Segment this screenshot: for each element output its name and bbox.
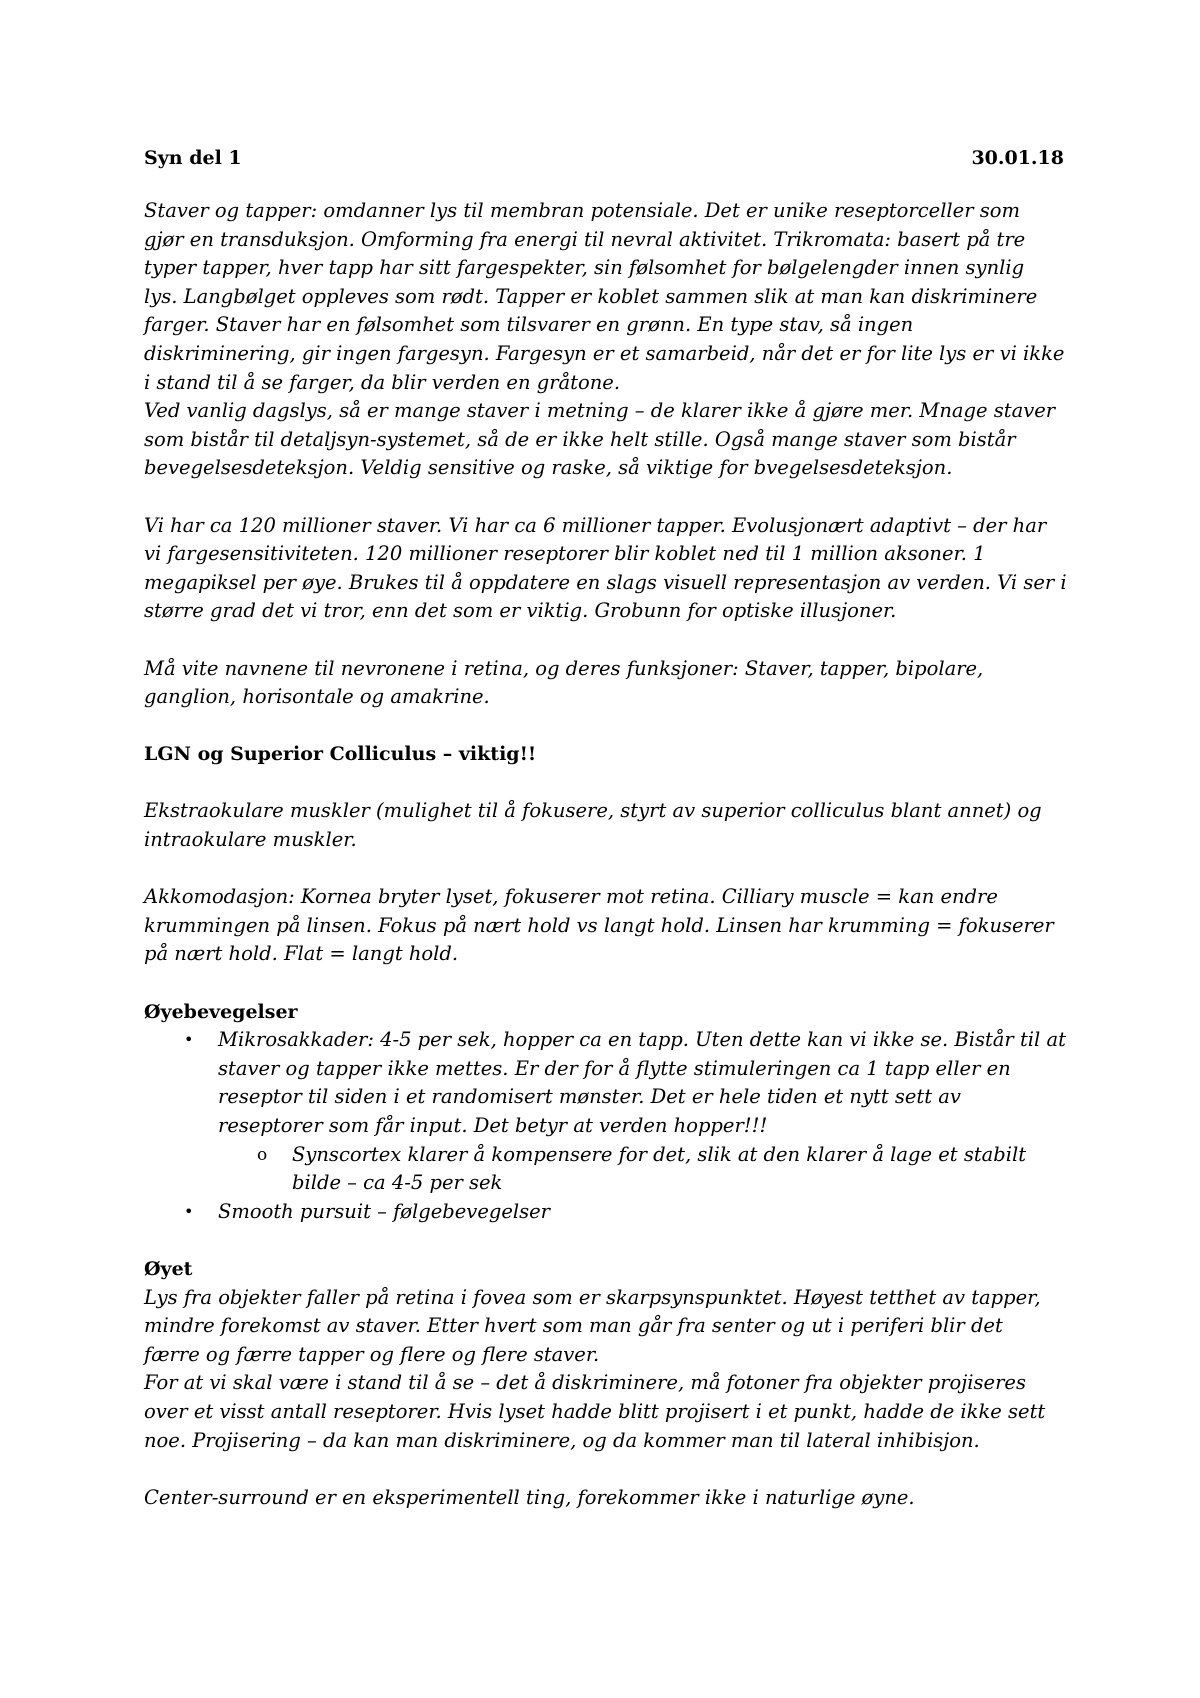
paragraph-accommodation <box>144 883 1064 969</box>
paragraph-gap <box>144 712 1064 741</box>
text-line: større grad det vi tror, enn det som er viktig. Grobunn for optiske illusjoner. <box>144 599 897 623</box>
paragraph-gap <box>144 1226 1064 1255</box>
text-line: staver og tapper ikke mettes. Er der for å flytte stimuleringen ca 1 tapp eller en <box>218 1056 1011 1080</box>
text-line: lys. Langbølget oppleves som rødt. Tapper er koblet sammen slik at man kan diskriminere <box>144 284 1038 308</box>
text-line: Center-surround er en eksperimentell ting, forekommer ikke i naturlige øyne. <box>144 1485 915 1509</box>
document-page <box>144 143 1067 1512</box>
text-line: på nært hold. Flat = langt hold. <box>144 942 459 966</box>
sub-bullet-marker: o <box>257 1144 268 1165</box>
text-line: i stand til å se farger, da blir verden en gråtone. <box>144 370 621 394</box>
text-line: bilde – ca 4-5 per sek <box>292 1171 503 1195</box>
text-line: Ekstraokulare muskler (mulighet til å fokusere, styrt av superior colliculus blant annet) og <box>144 799 1042 823</box>
text-line: Lys fra objekter faller på retina i fovea som er skarpsynspunktet. Høyest tetthet av tapper, <box>144 1285 1041 1309</box>
text-line: Vi har ca 120 millioner staver. Vi har ca 6 millioner tapper. Evolusjonært adaptivt – der har <box>144 513 1047 537</box>
paragraph-retina-neurons <box>144 655 1064 712</box>
text-line: intraokulare muskler. <box>144 828 357 852</box>
text-line: som bistår til detaljsyn-systemet, så de er ikke helt stille. Også mange staver som bistår <box>144 427 1016 451</box>
text-line: reseptor til siden i et randomisert mønster. Det er hele tiden et nytt sett av <box>218 1085 961 1109</box>
title-row <box>144 143 1064 173</box>
text-line: reseptorer som får input. Det betyr at verden hopper!!! <box>218 1114 768 1137</box>
text-line: farger. Staver har en følsomhet som tilsvarer en grønn. En type stav, så ingen <box>144 313 914 337</box>
text-line: over et visst antall reseptorer. Hvis lyset hadde blitt projisert i et punkt, hadde de ikke sett <box>144 1399 1046 1423</box>
paragraph-center-surround <box>144 1484 1064 1513</box>
paragraph-gap <box>144 483 1064 512</box>
text-line: mindre forekomst av staver. Etter hvert som man går fra senter og ut i periferi blir det <box>144 1314 1003 1338</box>
paragraph-gap <box>144 1455 1064 1484</box>
bullet-marker: • <box>184 1030 194 1050</box>
heading-eye-movements: Øyebevegelser <box>144 1000 298 1023</box>
text-line: gjør en transduksjon. Omforming fra energi til nevral aktivitet. Trikromata: basert på tre <box>144 227 1026 251</box>
text-line: Ved vanlig dagslys, så er mange staver i metning – de klarer ikke å gjøre mer. Mnage staver <box>144 399 1056 423</box>
paragraph-gap <box>144 769 1064 798</box>
text-line: bevegelsesdeteksjon. Veldig sensitive og raske, så viktige for bvegelsesdeteksjon. <box>144 456 953 480</box>
text-line: megapiksel per øye. Brukes til å oppdatere en slags visuell representasjon av verden. Vi ser i <box>144 570 1067 594</box>
heading-lgn: LGN og Superior Colliculus – viktig!! <box>144 743 537 766</box>
list-item-microsaccades <box>144 1026 1064 1140</box>
text-line: diskriminering, gir ingen fargesyn. Fargesyn er et samarbeid, når det er for lite lys er vi ikke <box>144 341 1065 365</box>
text-line: ganglion, horisontale og amakrine. <box>144 685 490 709</box>
text-line: typer tapper, hver tapp har sitt fargespekter, sin følsomhet for bølgelengder innen synlig <box>144 256 1025 280</box>
paragraph-gap <box>144 626 1064 655</box>
text-line: noe. Projisering – da kan man diskriminere, og da kommer man til lateral inhibisjon. <box>144 1428 980 1452</box>
text-line: Staver og tapper: omdanner lys til membran potensiale. Det er unike reseptorceller som <box>144 199 1020 222</box>
eye-movements-list <box>144 1026 1064 1226</box>
heading-eye: Øyet <box>144 1257 193 1280</box>
bullet-marker: • <box>184 1201 194 1221</box>
paragraph-ocular-muscles <box>144 797 1064 854</box>
text-line: Mikrosakkader: 4-5 per sek, hopper ca en tapp. Uten dette kan vi ikke se. Bistår til at <box>218 1028 1066 1052</box>
paragraph-eye <box>144 1284 1064 1456</box>
paragraph-gap <box>144 969 1064 998</box>
paragraph-rods-cones <box>144 197 1064 483</box>
text-line: Må vite navnene til nevronene i retina, og deres funksjoner: Staver, tapper, bipolare, <box>144 656 984 680</box>
text-line: krummingen på linsen. Fokus på nært hold vs langt hold. Linsen har krumming = fokuserer <box>144 913 1054 937</box>
paragraph-gap <box>144 855 1064 884</box>
document-title: Syn del 1 <box>144 147 242 169</box>
text-line: færre og færre tapper og flere og flere staver. <box>144 1342 600 1366</box>
text-line: vi fargesensitiviteten. 120 millioner reseptorer blir koblet ned til 1 million aksoner. 1 <box>144 542 986 566</box>
list-item-smooth-pursuit <box>144 1198 1064 1227</box>
text-line: For at vi skal være i stand til å se – det å diskriminere, må fotoner fra objekter projiseres <box>144 1371 1026 1395</box>
text-line: Akkomodasjon: Kornea bryter lyset, fokuserer mot retina. Cilliary muscle = kan endre <box>144 885 998 909</box>
list-subitem-synscortex <box>144 1141 1064 1198</box>
text-line: Smooth pursuit – følgebevegelser <box>218 1199 550 1223</box>
paragraph-receptor-counts <box>144 512 1067 626</box>
document-date: 30.01.18 <box>971 147 1064 169</box>
text-line: Synscortex klarer å kompensere for det, slik at den klarer å lage et stabilt <box>292 1142 1027 1166</box>
